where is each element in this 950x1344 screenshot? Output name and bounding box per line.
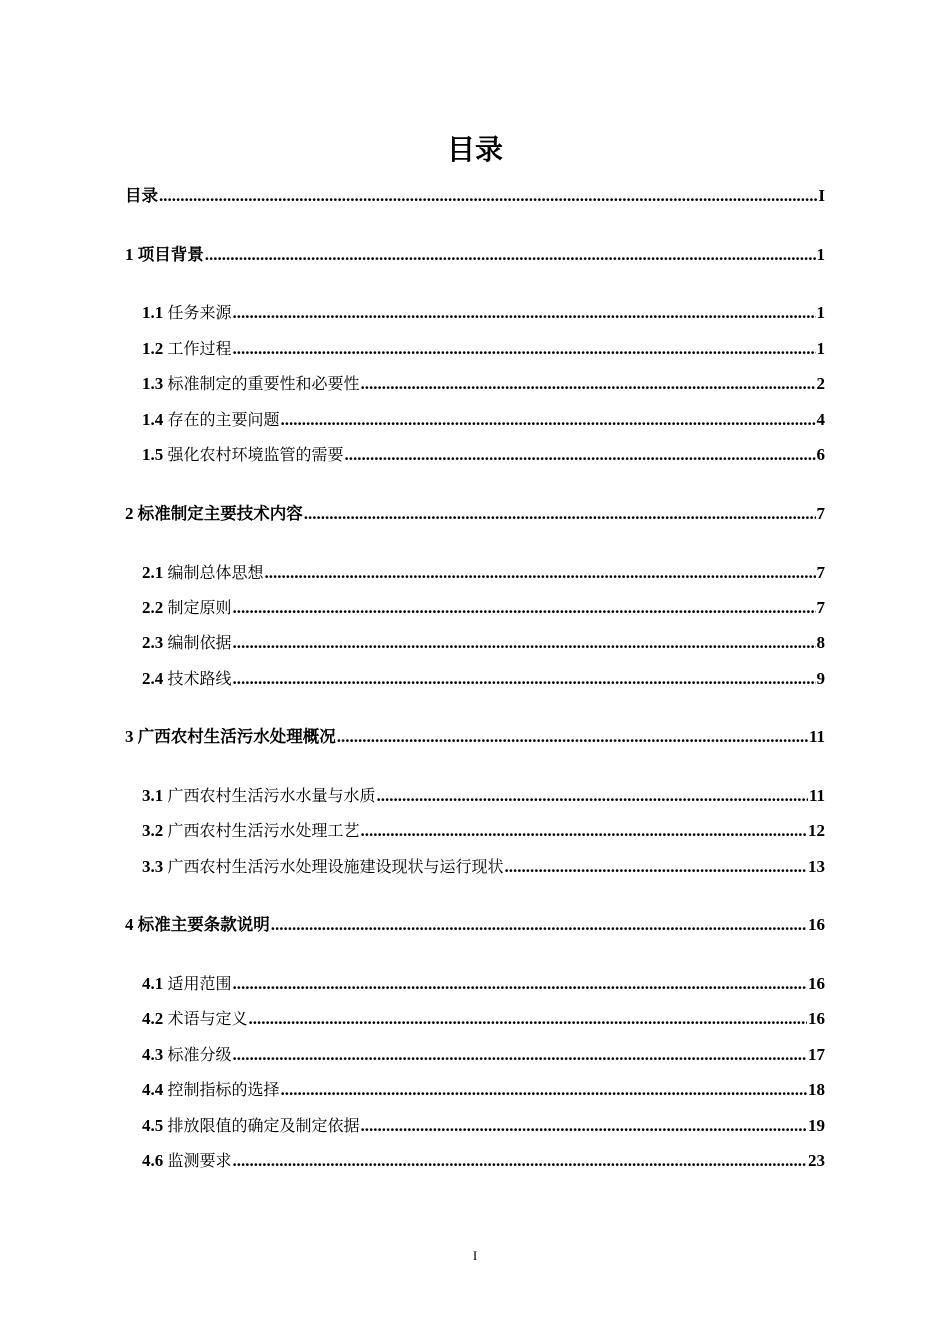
toc-entry[interactable]: 3.1 广西农村生活污水水量与水质 ..... 11: [142, 784, 825, 808]
toc-entry[interactable]: 4.1 适用范围 ..... 16: [142, 972, 825, 996]
leader-dots: [505, 855, 807, 879]
toc-page-number: 7: [816, 504, 825, 523]
leader-dots: [265, 561, 816, 585]
toc-entry[interactable]: 2.1 编制总体思想 ..... 7: [142, 561, 825, 585]
toc-entry[interactable]: 1.2 工作过程 ..... 1: [142, 337, 825, 361]
leader-dots: [233, 1043, 807, 1067]
leader-dots: [233, 1149, 807, 1173]
toc-page-number: 4: [816, 410, 825, 429]
toc-entry[interactable]: 目录 ..... I: [125, 184, 825, 208]
toc-entry[interactable]: 3.3 广西农村生活污水处理设施建设现状与运行现状 ..... 13: [142, 855, 825, 879]
toc-entry[interactable]: 2.2 制定原则 ..... 7: [142, 596, 825, 620]
leader-dots: [281, 408, 816, 432]
leader-dots: [281, 1078, 807, 1102]
toc-entry[interactable]: 1.3 标准制定的重要性和必要性 ..... 2: [142, 372, 825, 396]
toc-entry[interactable]: 1.4 存在的主要问题 ..... 4: [142, 408, 825, 432]
toc-entry[interactable]: 1.1 任务来源 ..... 1: [142, 301, 825, 325]
leader-dots: [205, 243, 816, 267]
toc-entry[interactable]: 3.2 广西农村生活污水处理工艺 ..... 12: [142, 819, 825, 843]
page-title: 目录: [446, 133, 503, 166]
toc-page-number: 16: [808, 974, 825, 993]
leader-dots: [233, 596, 816, 620]
toc-page-number: 19: [808, 1116, 825, 1135]
toc-page-number: 11: [808, 786, 825, 805]
toc-entry[interactable]: 4.5 排放限值的确定及制定依据 ..... 19: [142, 1114, 825, 1138]
toc-entry[interactable]: 1 项目背景 ..... 1: [125, 243, 825, 267]
toc-page-number: 16: [808, 915, 825, 934]
toc-page-number: 7: [816, 563, 825, 582]
leader-dots: [337, 725, 808, 749]
leader-dots: [249, 1007, 807, 1031]
toc-entry[interactable]: 2.3 编制依据 ..... 8: [142, 631, 825, 655]
toc-page-number: 23: [808, 1151, 825, 1170]
leader-dots: [361, 819, 807, 843]
toc-entry[interactable]: 2 标准制定主要技术内容 ..... 7: [125, 502, 825, 526]
toc-page-number: 18: [808, 1080, 825, 1099]
toc-page-number: 9: [816, 669, 825, 688]
toc-page-number: 16: [808, 1009, 825, 1028]
toc-page-number: 7: [816, 598, 825, 617]
toc-page-number: 1: [816, 339, 825, 358]
toc-page-number: 8: [816, 633, 825, 652]
toc-entry[interactable]: 1.5 强化农村环境监管的需要 ..... 6: [142, 443, 825, 467]
toc-entry[interactable]: 4.3 标准分级 ..... 17: [142, 1043, 825, 1067]
toc-page-number: 11: [808, 727, 825, 746]
toc-page-number: 17: [808, 1045, 825, 1064]
toc-entry[interactable]: 4.4 控制指标的选择 ..... 18: [142, 1078, 825, 1102]
leader-dots: [345, 443, 816, 467]
toc-page-number: 1: [816, 303, 825, 322]
toc-entry[interactable]: 4.2 术语与定义 ..... 16: [142, 1007, 825, 1031]
leader-dots: [361, 1114, 807, 1138]
leader-dots: [233, 667, 816, 691]
leader-dots: [233, 301, 816, 325]
leader-dots: [233, 972, 807, 996]
leader-dots: [377, 784, 808, 808]
toc-entry[interactable]: 2.4 技术路线 ..... 9: [142, 667, 825, 691]
toc-page-number: 13: [808, 857, 825, 876]
toc-page-number: 2: [816, 374, 825, 393]
toc-entry[interactable]: 4 标准主要条款说明 ..... 16: [125, 913, 825, 937]
leader-dots: [271, 913, 807, 937]
toc-page-number: 1: [816, 245, 825, 264]
leader-dots: [233, 631, 816, 655]
leader-dots: [361, 372, 816, 396]
leader-dots: [304, 502, 816, 526]
page-footer-number: I: [472, 1248, 478, 1263]
toc-entry[interactable]: 4.6 监测要求 ..... 23: [142, 1149, 825, 1173]
toc-page-number: 12: [808, 821, 825, 840]
leader-dots: [233, 337, 816, 361]
toc-page-number: 6: [816, 445, 825, 464]
leader-dots: [159, 184, 817, 208]
toc-entry[interactable]: 3 广西农村生活污水处理概况 ..... 11: [125, 725, 825, 749]
toc-page-number: I: [818, 186, 825, 205]
